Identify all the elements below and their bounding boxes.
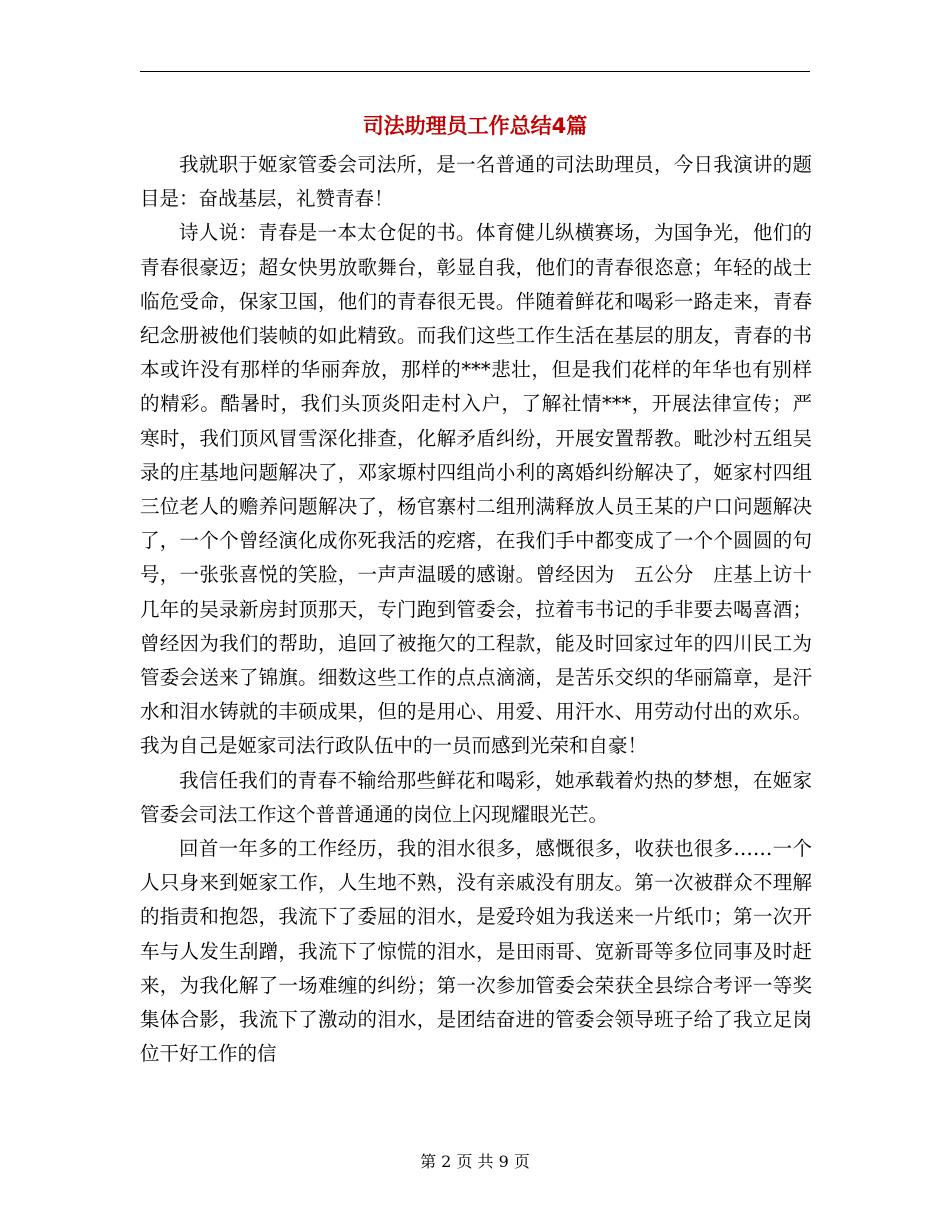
- document-body: [140, 148, 812, 1071]
- document-title: 司法助理员工作总结4篇: [362, 114, 588, 138]
- page-number: 第 2 页 共 9 页: [420, 1152, 530, 1171]
- paragraph: 回首一年多的工作经历，我的泪水很多，感慨很多，收获也很多……一个人只身来到姬家工作，人生地不熟，没有亲戚没有朋友。第一次被群众不理解的指责和抱怨，我流下了委屈的泪水，是爱玲姐为我送来一片纸巾；第一次开车与人发生刮蹭，我流下了惊慌的泪水，是田雨哥、宽新哥等多位同事及时赶来，为我化解了一场难缠的纠纷；第一次参加管委会荣获全县综合考评一等奖集体合影，我流下了激动的泪水，是团结奋进的管委会领导班子给了我立足岗位干好工作的信: [140, 837, 812, 1066]
- paragraph: 我信任我们的青春不输给那些鲜花和喝彩，她承载着灼热的梦想，在姬家管委会司法工作这个普普通通的岗位上闪现耀眼光芒。: [140, 768, 812, 826]
- paragraph: 我就职于姬家管委会司法所，是一名普通的司法助理员，今日我演讲的题目是：奋战基层，礼赞青春！: [140, 153, 812, 211]
- paragraph: 诗人说：青春是一本太仓促的书。体育健儿纵横赛场，为国争光，他们的青春很豪迈；超女快男放歌舞台，彰显自我，他们的青春很恣意；年轻的战士临危受命，保家卫国，他们的青春很无畏。伴随着鲜花和喝彩一路走来，青春纪念册被他们装帧的如此精致。而我们这些工作生活在基层的朋友，青春的书本或许没有那样的华丽奔放，那样的***悲壮，但是我们花样的年华也有别样的精彩。酷暑时，我们头顶炎阳走村入户，了解社情***，开展法律宣传；严寒时，我们顶风冒雪深化排查，化解矛盾纠纷，开展安置帮教。毗沙村五组吴录的庄基地问题解决了，邓家塬村四组尚小利的离婚纠纷解决了，姬家村四组三位老人的赡养问题解决了，杨官寨村二组刑满释放人员王某的户口问题解决了，一个个曾经演化成你死我活的疙瘩，在我们手中都变成了一个个圆圆的句号，一张张喜悦的笑脸，一声声温暖的感谢。曾经因为 五公分 庄基上访十几年的吴录新房封顶那天，专门跑到管委会，拉着韦书记的手非要去喝喜酒；曾经因为我们的帮助，追回了被拖欠的工程款，能及时回家过年的四川民工为管委会送来了锦旗。细数这些工作的点点滴滴，是苦乐交织的华丽篇章，是汗水和泪水铸就的丰硕成果，但的是用心、用爱、用汗水、用劳动付出的欢乐。我为自己是姬家司法行政队伍中的一员而感到光荣和自豪！: [140, 221, 812, 758]
- header-rule: [140, 71, 810, 72]
